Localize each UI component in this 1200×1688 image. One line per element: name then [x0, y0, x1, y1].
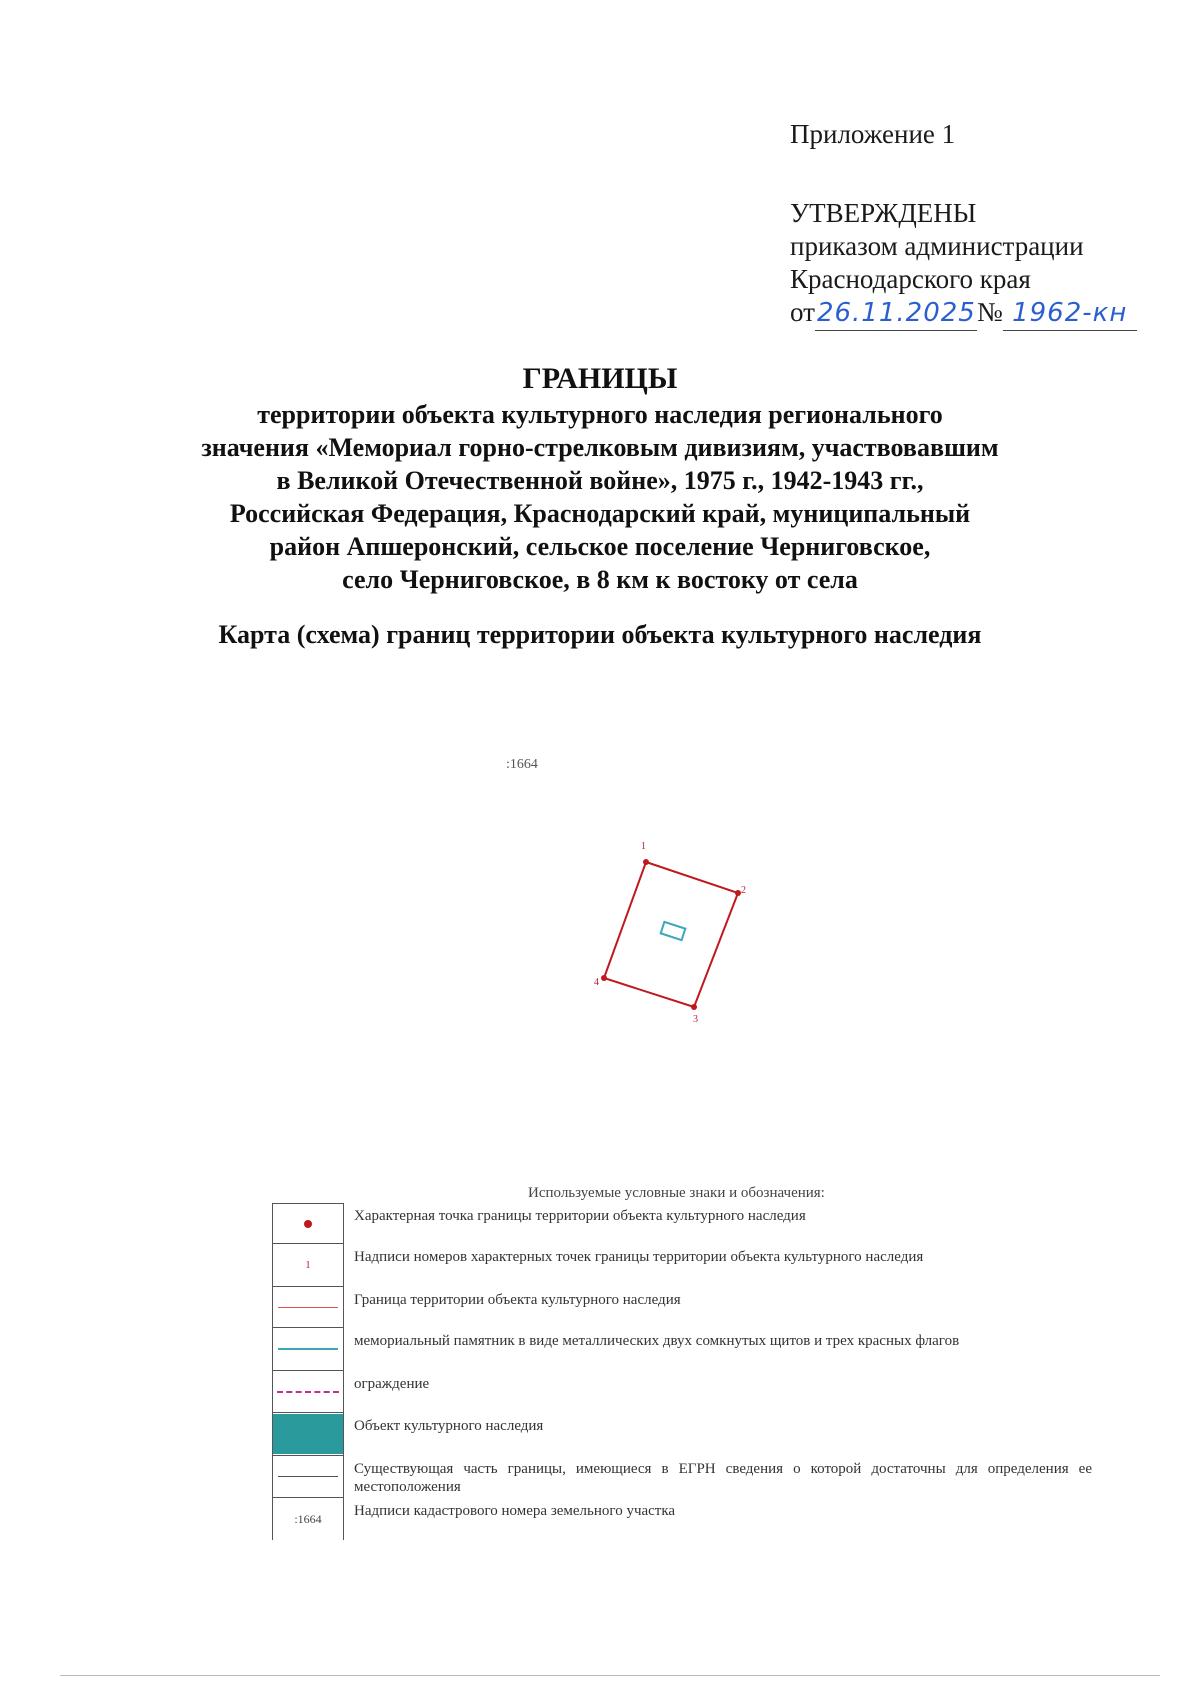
cadastral-label: :1664	[506, 757, 538, 772]
point-dot-icon	[304, 1220, 312, 1228]
legend-text: Надписи номеров характерных точек границы территории объекта культурного наследия	[354, 1249, 924, 1265]
approval-line-1: приказом администрации	[790, 231, 1084, 261]
cadastral-number-icon: :1664	[294, 1511, 322, 1526]
approval-number: 1962-кн	[1003, 297, 1137, 331]
legend-text: Граница территории объекта культурного наследия	[354, 1292, 681, 1308]
subtitle-line: территории объекта культурного наследия регионального	[257, 400, 943, 429]
legend-symbol	[272, 1328, 344, 1371]
legend-symbol	[272, 1203, 344, 1244]
legend-text: Надписи кадастрового номера земельного участка	[354, 1503, 676, 1519]
legend-symbol	[272, 1413, 344, 1456]
legend-text: Существующая часть границы, имеющиеся в ЕГРН сведения о которой достаточны для определения ее местоположения	[354, 1461, 1092, 1495]
legend-row	[272, 1244, 1092, 1287]
point-label-2: 2	[741, 885, 746, 896]
subtitle-line: Российская Федерация, Краснодарский край, муниципальный	[229, 499, 971, 528]
number-prefix: №	[976, 297, 1003, 327]
legend	[272, 1203, 1092, 1540]
legend-row	[272, 1328, 1092, 1371]
legend-text: Характерная точка границы территории объекта культурного наследия	[354, 1208, 806, 1224]
legend-symbol	[272, 1498, 344, 1540]
black-line-icon	[278, 1476, 338, 1477]
scan-bottom-edge	[60, 1675, 1160, 1676]
point-label-4: 4	[594, 977, 599, 988]
map-title: Карта (схема) границ территории объекта культурного наследия	[218, 620, 982, 649]
legend-text: мемориальный памятник в виде металлических двух сомкнутых щитов и трех красных флагов	[354, 1333, 960, 1349]
approved-label: УТВЕРЖДЕНЫ	[790, 198, 977, 228]
legend-symbol	[272, 1287, 344, 1328]
legend-text: Объект культурного наследия	[354, 1418, 544, 1434]
legend-row	[272, 1287, 1092, 1328]
point-label-3: 3	[693, 1014, 698, 1025]
legend-title: Используемые условные знаки и обозначения:	[528, 1185, 825, 1201]
legend-symbol	[272, 1244, 344, 1287]
document-title: ГРАНИЦЫ	[522, 362, 678, 395]
boundary-polygon	[604, 862, 738, 1007]
monument-outline	[661, 922, 686, 940]
boundary-point-4	[601, 975, 607, 981]
subtitle-line: район Апшеронский, сельское поселение Черниговское,	[269, 532, 931, 561]
legend-row	[272, 1203, 1092, 1244]
legend-row	[272, 1498, 1092, 1540]
legend-row	[272, 1371, 1092, 1413]
legend-text: ограждение	[354, 1376, 430, 1392]
boundary-point-3	[691, 1004, 697, 1010]
subtitle-line: значения «Мемориал горно-стрелковым дивизиям, участвовавшим	[201, 433, 999, 462]
teal-line-icon	[278, 1348, 338, 1350]
from-prefix: от	[790, 297, 815, 327]
subtitle-line: село Черниговское, в 8 км к востоку от села	[342, 565, 858, 594]
legend-symbol	[272, 1371, 344, 1413]
subtitle-line: в Великой Отечественной войне», 1975 г., 1942-1943 гг.,	[276, 466, 924, 495]
approval-date: 26.11.2025	[815, 297, 977, 331]
annex-label: Приложение 1	[790, 119, 956, 149]
approval-line-2: Краснодарского края	[790, 264, 1031, 294]
teal-fill-icon	[273, 1414, 343, 1454]
legend-row	[272, 1413, 1092, 1456]
boundary-point-1	[643, 859, 649, 865]
red-line-icon	[278, 1307, 338, 1308]
point-label-1: 1	[641, 841, 646, 852]
point-number-icon: 1	[305, 1259, 311, 1271]
legend-row	[272, 1456, 1092, 1498]
dashed-line-icon	[277, 1391, 339, 1393]
legend-symbol	[272, 1456, 344, 1498]
